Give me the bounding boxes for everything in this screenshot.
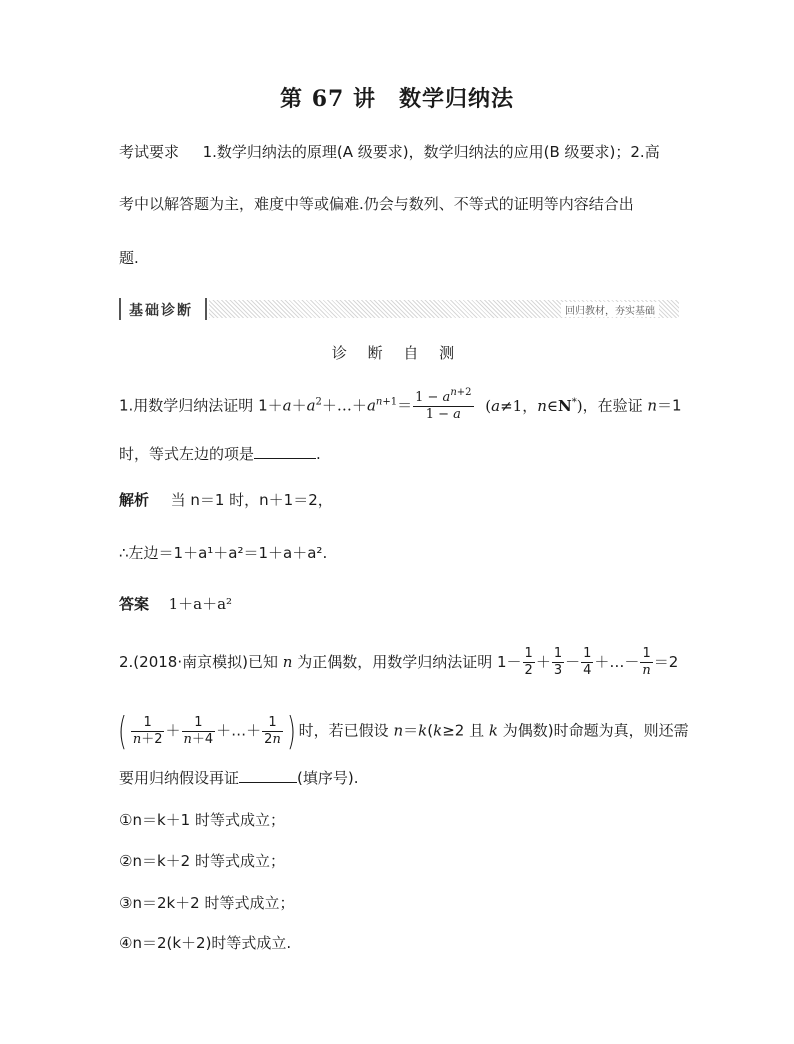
- q2-line3-end: (填序号).: [297, 769, 359, 787]
- solution-text-1: 当 n＝1 时，n＋1＝2，: [170, 491, 333, 509]
- q1-prefix: 1.用数学归纳法证明 1＋: [119, 396, 283, 415]
- q2-option-1: ①n＝k＋1 时等式成立；: [119, 811, 285, 829]
- q2-line3-text: 要用归纳假设再证: [119, 769, 240, 787]
- requirements-line-2: 考中以解答题为主，难度中等或偏难.仍会与数列、不等式的证明等内容结合出: [119, 195, 634, 213]
- answer-label: 答案: [119, 595, 150, 613]
- q1-solution-line-2: ∴左边＝1＋a¹＋a²＝1＋a＋a².: [119, 544, 328, 562]
- q1-line2-text: 时，等式左边的项是: [119, 445, 255, 463]
- answer-text: 1＋a＋a²: [168, 595, 233, 613]
- q2-option-4: ④n＝2(k＋2)时等式成立.: [119, 934, 292, 952]
- q2-even-text: 为正偶数，用数学归纳法证明 1－: [297, 653, 522, 671]
- section-tagline: 回归教材，夯实基础: [561, 302, 659, 317]
- page-title: 第 67 讲 数学归纳法: [280, 86, 514, 112]
- q2-option-2: ②n＝k＋2 时等式成立；: [119, 852, 285, 870]
- q2-line-3: [119, 768, 359, 788]
- q1-answer-line: [119, 594, 232, 614]
- q2-option-3: ③n＝2k＋2 时等式成立；: [119, 894, 295, 912]
- q2-prefix: 2.(2018·南京模拟)已知: [119, 653, 278, 671]
- section-header-bar: [119, 298, 679, 320]
- q2-line2-mid: 且: [469, 721, 485, 740]
- requirements-line-1: [119, 142, 660, 162]
- section-label: 基础诊断: [129, 303, 193, 319]
- section-label-box: [119, 298, 207, 320]
- q2-line2-end: 为偶数)时命题为真，则还需: [502, 721, 689, 740]
- requirements-label: 考试要求: [119, 143, 180, 161]
- q2-line-1: 2.(2018·南京模拟)已知 n 为正偶数，用数学归纳法证明 1－ $\frac{1}{2}$ ＋ $\frac{1}{3}$ － $\frac{1}{4}$ ＋…－ $\frac{1}{n}$ ＝2: [119, 646, 679, 678]
- solution-label: 解析: [119, 491, 150, 509]
- q2-answer-blank: [239, 768, 297, 783]
- q1-solution-line-1: [119, 490, 333, 510]
- q1-fraction: $\frac{1 - a^{n+2}}{1 - a}$: [415, 387, 472, 422]
- q1-condition: (a≠1，n∈N*): [485, 396, 583, 415]
- q1-line-1: 1.用数学归纳法证明 $1+a+a^2+\dots+a^{n+1}=$ $\frac{1 - a^{n+2}}{1 - a}$ (a≠1，n∈N*)，在验证 n＝1: [119, 387, 682, 422]
- q1-line-2: [119, 444, 321, 464]
- q2-line-2: ( $\frac{1}{n+2}$ ＋ $\frac{1}{n+4}$ ＋…＋ $\frac{1}{2n}$ ) 时，若已假设 n＝k(k≥2 且 k 为偶数)时命题为真，则还需: [117, 709, 689, 753]
- requirements-line-3: 题.: [119, 249, 139, 267]
- q2-line2-text: 时，若已假设: [298, 721, 389, 740]
- requirements-text-1: 1.数学归纳法的原理(A 级要求)，数学归纳法的应用(B 级要求)；2.高: [202, 143, 660, 161]
- q1-answer-blank: [254, 444, 316, 459]
- q1-line2-end: .: [316, 445, 321, 463]
- subsection-title: 诊 断 自 测: [331, 344, 463, 362]
